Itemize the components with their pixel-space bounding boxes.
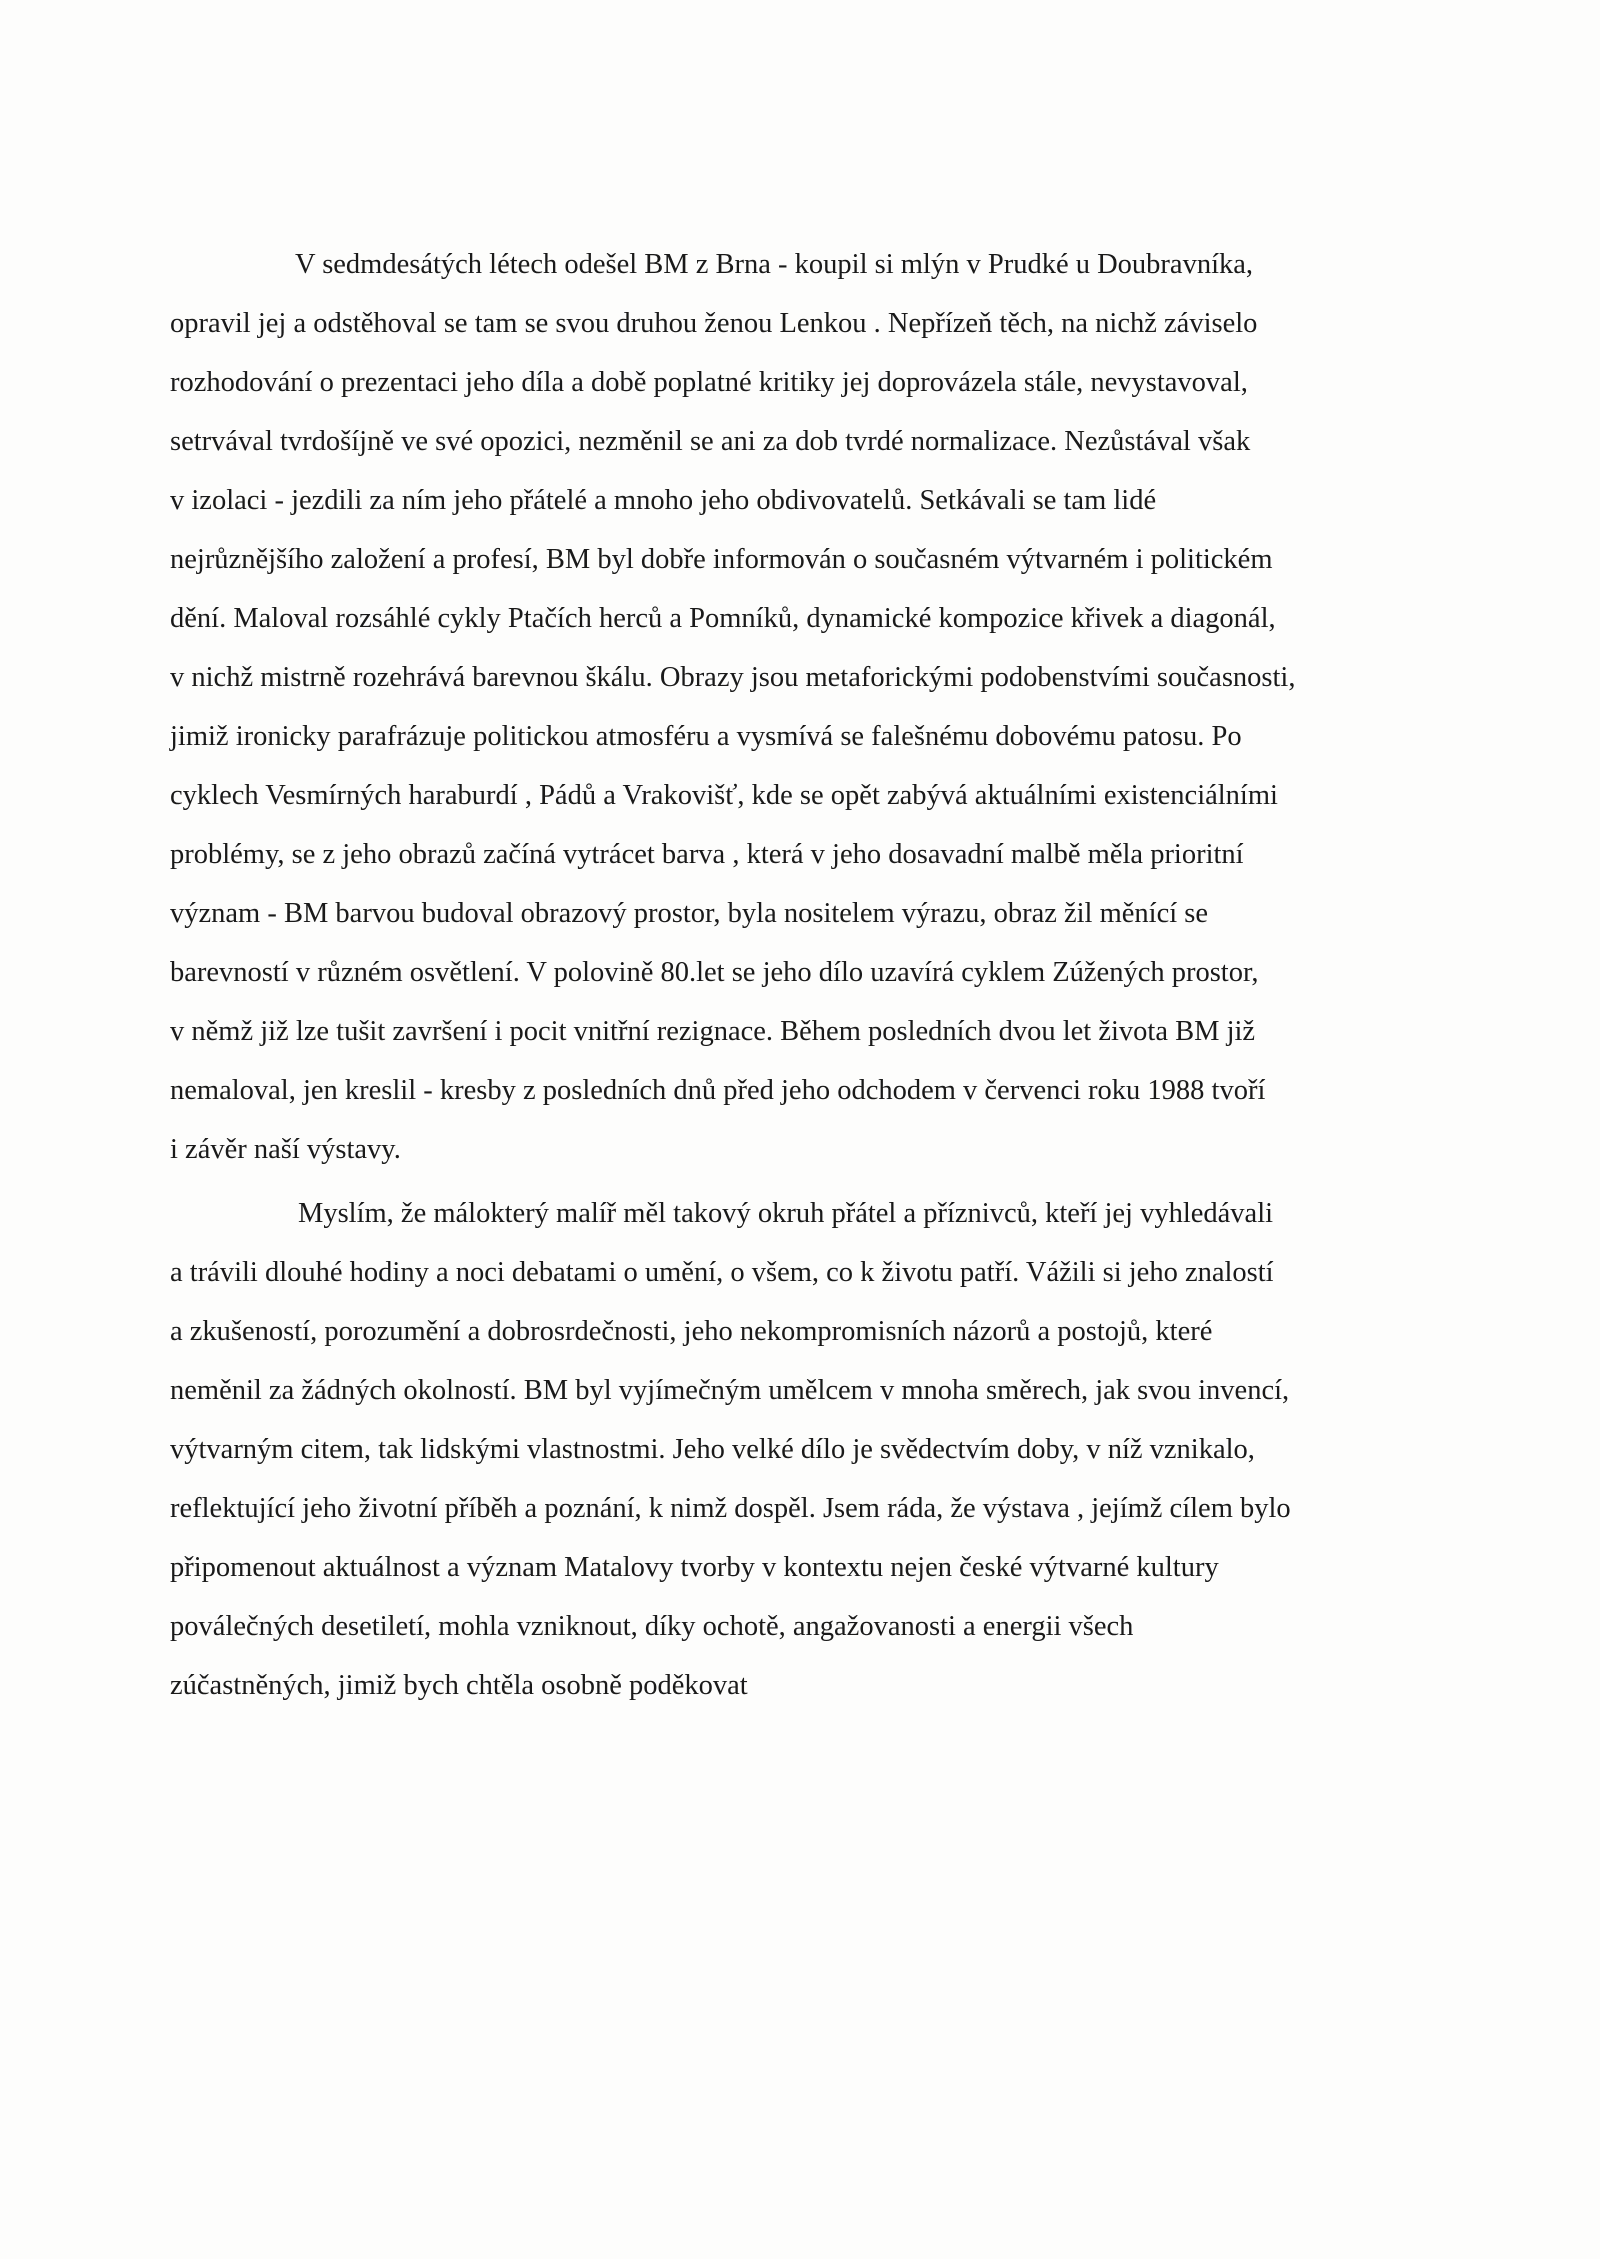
paragraph-1-line-5: v izolaci - jezdili za ním jeho přátelé a mnoho jeho obdivovatelů. Setkávali se tam lidé: [170, 485, 1157, 516]
paragraph-1-line-4: setrvával tvrdošíjně ve své opozici, nezměnil se ani za dob tvrdé normalizace. Nezůstával však: [170, 426, 1251, 457]
paragraph-1-line-12: význam - BM barvou budoval obrazový prostor, byla nositelem výrazu, obraz žil měnící se: [170, 898, 1209, 929]
paragraph-2-line-1: Myslím, že málokterý malíř měl takový okruh přátel a příznivců, kteří jej vyhledávali: [298, 1198, 1274, 1229]
paragraph-1-line-1: V sedmdesátých létech odešel BM z Brna - koupil si mlýn v Prudké u Doubravníka,: [295, 249, 1254, 280]
paragraph-1-line-7: dění. Maloval rozsáhlé cykly Ptačích herců a Pomníků, dynamické kompozice křivek a diagonál,: [170, 603, 1276, 634]
paragraph-2-line-9: zúčastněných, jimiž bych chtěla osobně poděkovat: [170, 1670, 748, 1701]
paragraph-1-line-6: nejrůznějšího založení a profesí, BM byl dobře informován o současném výtvarném i politickém: [170, 544, 1273, 575]
document-body: [170, 235, 1420, 1715]
paragraph-1-line-2: opravil jej a odstěhoval se tam se svou druhou ženou Lenkou . Nepřízeň těch, na nichž záviselo: [170, 308, 1258, 339]
paragraph-1-line-11: problémy, se z jeho obrazů začíná vytrácet barva , která v jeho dosavadní malbě měla prioritní: [170, 839, 1244, 870]
paragraph-2-line-8: poválečných desetiletí, mohla vzniknout, díky ochotě, angažovanosti a energii všech: [170, 1611, 1134, 1642]
paragraph-1-line-8: v nichž mistrně rozehrává barevnou škálu. Obrazy jsou metaforickými podobenstvími současnosti,: [170, 662, 1296, 693]
paragraph-1-line-14: v němž již lze tušit završení i pocit vnitřní rezignace. Během posledních dvou let života BM již: [170, 1016, 1256, 1047]
paragraph-2-line-7: připomenout aktuálnost a význam Matalovy tvorby v kontextu nejen české výtvarné kultury: [170, 1552, 1219, 1583]
paragraph-2-line-4: neměnil za žádných okolností. BM byl vyjímečným umělcem v mnoha směrech, jak svou invencí,: [170, 1375, 1290, 1406]
paragraph-2-line-6: reflektující jeho životní příběh a poznání, k nimž dospěl. Jsem ráda, že výstava , jejímž cílem bylo: [170, 1493, 1291, 1524]
paragraph-1-line-15: nemaloval, jen kreslil - kresby z posledních dnů před jeho odchodem v červenci roku 1988 tvoří: [170, 1075, 1266, 1106]
paragraph-1-line-10: cyklech Vesmírných haraburdí , Pádů a Vrakovišť, kde se opět zabývá aktuálními existenciálními: [170, 780, 1278, 811]
paragraph-1-line-16: i závěr naší výstavy.: [170, 1134, 401, 1165]
paragraph-1-line-9: jimiž ironicky parafrázuje politickou atmosféru a vysmívá se falešnému dobovému patosu. Po: [170, 721, 1242, 752]
paragraph-1-line-3: rozhodování o prezentaci jeho díla a době poplatné kritiky jej doprovázela stále, nevystavoval,: [170, 367, 1248, 398]
paragraph-2-line-5: výtvarným citem, tak lidskými vlastnostmi. Jeho velké dílo je svědectvím doby, v níž vznikalo,: [170, 1434, 1255, 1465]
paragraph-2-line-2: a trávili dlouhé hodiny a noci debatami o umění, o všem, co k životu patří. Vážili si jeho znalostí: [170, 1257, 1274, 1288]
paragraph-1-line-13: barevností v různém osvětlení. V polovině 80.let se jeho dílo uzavírá cyklem Zúžených prostor,: [170, 957, 1259, 988]
paragraph-2-line-3: a zkušeností, porozumění a dobrosrdečnosti, jeho nekompromisních názorů a postojů, které: [170, 1316, 1213, 1347]
